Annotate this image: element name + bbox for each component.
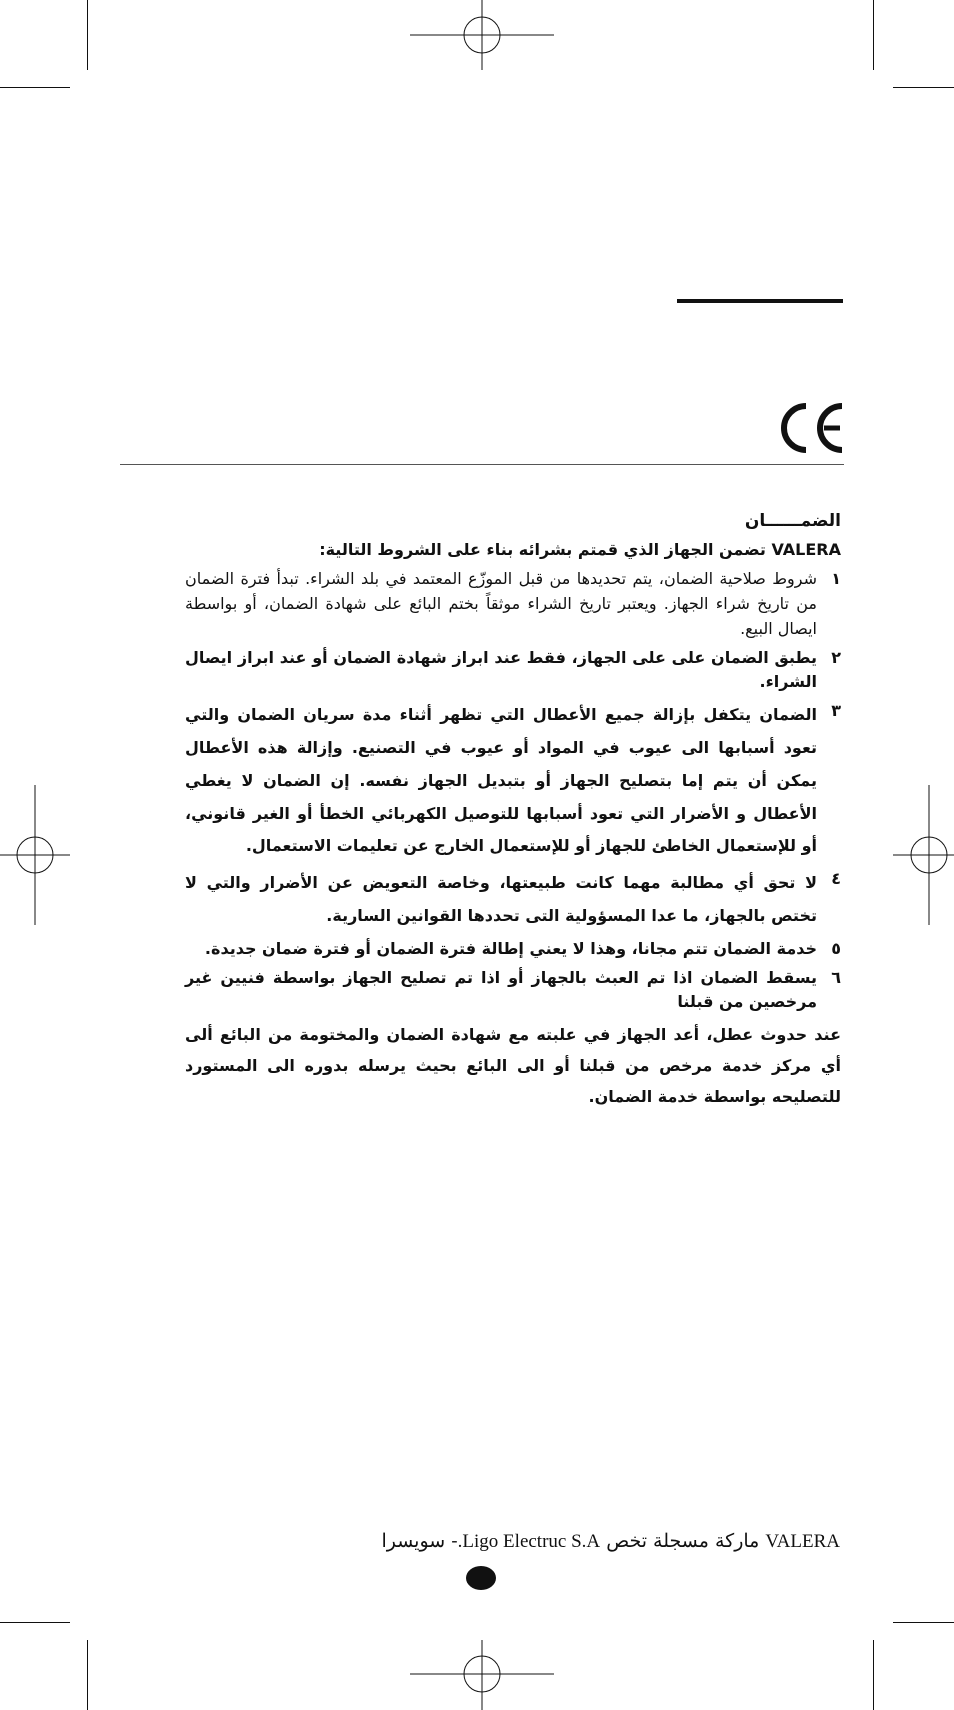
warranty-condition [185,646,841,696]
condition-number: ٥ [831,938,841,958]
brand-company: Ligo Electruc S.A. [457,1531,601,1552]
condition-text: الضمان يتكفل بإزالة جميع الأعطال التي تظهر أثناء مدة سريان الضمان والتي تعود أسبابها الى عيوب في المواد أو عيوب في التصنيع. وإزالة هذه الأعطال يمكن أن يتم إما بتصليح الجهاز أو بتبديل الجهاز نفسه. إن الضمان لا يغطي الأعطال و الأضرار التي تعود أسبابها للتوصيل الكهربائي الخطأ أو الغير قانوني، أو للإستعمال الخاطئ للجهاز أو للإستعمال الخارج عن تعليمات الاستعمال. [185,705,817,856]
warranty-condition [185,966,841,1016]
short-rule [677,299,843,303]
crop-mark [873,0,874,70]
condition-number: ٦ [831,967,841,987]
warranty-condition [185,567,841,641]
brand-country: سويسرا [381,1530,446,1552]
warranty-title: الضمــــــان [744,511,841,531]
condition-text: لا تحق أي مطالبة مهما كانت طبيعتها، وخاصة التعويض عن الأضرار والتي لا تختص بالجهاز، ما عدا المسؤولية التى تحددها القوانين السارية. [185,873,817,925]
condition-text: شروط صلاحية الضمان، يتم تحديدها من قبل الموزّع المعتمد في بلد الشراء. تبدأ فترة الضمان من تاريخ شراء الجهاز. ويعتبر تاريخ الشراء موثقاً بختم البائع على شهادة الضمان، أو بواسطة ايصال البيع. [185,569,817,638]
registration-mark-bottom [410,1640,554,1710]
brand-separator: - [451,1530,458,1552]
brand-name: VALERA [765,1531,840,1552]
brand-line [370,1530,840,1553]
brand-registered: ماركة مسجلة تخص [606,1530,760,1552]
condition-number: ١ [831,569,841,589]
page-marker-dot [466,1566,496,1590]
ce-mark-icon [778,398,846,458]
crop-mark [0,87,70,88]
condition-text: خدمة الضمان تتم مجانا، وهذا لا يعني إطالة فترة الضمان أو فترة ضمان جديدة. [204,938,817,958]
crop-mark [0,1622,70,1623]
warranty-condition [185,867,841,933]
crop-mark [873,1640,874,1710]
registration-mark-right [893,785,954,925]
warranty-condition [185,699,841,863]
condition-number: ٢ [831,647,841,667]
divider-line [120,464,844,465]
warranty-closing: عند حدوث عطل، أعد الجهاز في علبته مع شهادة الضمان والمختومة من البائع ألى أي مركز خدمة مرخص من قبلنا أو الى البائع بحيث يرسله بدوره الى المستورد للتصليحه بواسطة خدمة الضمان. [185,1025,841,1107]
condition-number: ٤ [831,869,841,889]
crop-mark [87,0,88,70]
warranty-section [185,508,841,1113]
crop-mark [87,1640,88,1710]
warranty-conditions [185,567,841,1015]
registration-mark-left [0,785,70,925]
warranty-condition [185,937,841,962]
condition-text: يسقط الضمان اذا تم العبث بالجهاز أو اذا تم تصليح الجهاز بواسطة فنيين غير مرخصين من قبلنا [185,967,817,1012]
crop-mark [893,87,954,88]
crop-mark [893,1622,954,1623]
condition-text: يطبق الضمان على على الجهاز، فقط عند ابراز شهادة الضمان أو عند ابراز ايصال الشراء. [185,647,817,692]
condition-number: ٣ [831,701,841,721]
registration-mark-top [410,0,554,70]
warranty-intro: VALERA تضمن الجهاز الذي قمتم بشرائه بناء على الشروط التالية: [319,540,841,560]
